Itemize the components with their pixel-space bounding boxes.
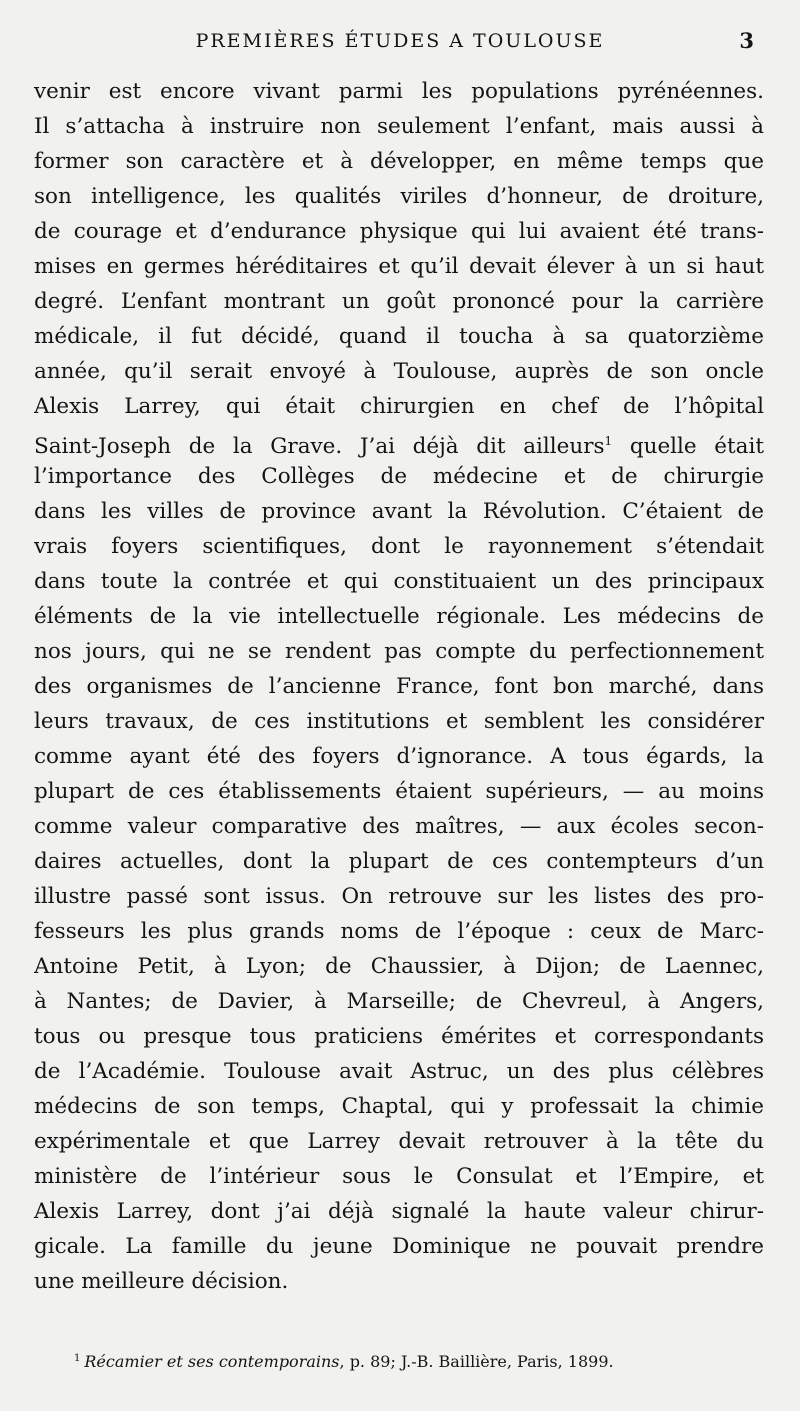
text-line: leurs travaux, de ces institutions et semblent les considérer [34,709,764,734]
running-title: PREMIÈRES ÉTUDES A TOULOUSE [195,30,605,52]
footnote-reference: 1 [604,434,613,448]
text-line: degré. L’enfant montrant un goût prononcé pour la carrière [34,289,764,314]
text-fragment: quelle était [629,434,765,459]
text-line: à Nantes; de Davier, à Marseille; de Chevreul, à Angers, [34,989,764,1014]
text-line: daires actuelles, dont la plupart de ces contempteurs d’un [34,849,764,874]
text-line: l’importance des Collèges de médecine et de chirurgie [34,464,764,489]
text-line: vrais foyers scientifiques, dont le rayonnement s’étendait [34,534,764,559]
text-line-with-footnote [34,424,764,459]
text-line: médicale, il fut décidé, quand il toucha à sa quatorzième [34,324,764,349]
text-line: de courage et d’endurance physique qui lui avaient été trans- [34,219,764,244]
text-line: mises en germes héréditaires et qu’il devait élever à un si haut [34,254,764,279]
text-line: de l’Académie. Toulouse avait Astruc, un des plus célèbres [34,1059,764,1084]
body-text [34,74,764,1299]
text-line: venir est encore vivant parmi les populations pyrénéennes. [34,79,764,104]
page-number: 3 [739,28,754,53]
text-line: expérimentale et que Larrey devait retrouver à la tête du [34,1129,764,1154]
text-line: nos jours, qui ne se rendent pas compte du perfectionnement [34,639,764,664]
text-line: Alexis Larrey, qui était chirurgien en chef de l’hôpital [34,394,764,419]
text-line: comme ayant été des foyers d’ignorance. A tous égards, la [34,744,764,769]
text-line: Antoine Petit, à Lyon; de Chaussier, à Dijon; de Laennec, [34,954,764,979]
text-line: année, qu’il serait envoyé à Toulouse, auprès de son oncle [34,359,764,384]
text-line: médecins de son temps, Chaptal, qui y professait la chimie [34,1094,764,1119]
text-line: fesseurs les plus grands noms de l’époque : ceux de Marc- [34,919,764,944]
text-line: son intelligence, les qualités viriles d’honneur, de droiture, [34,184,764,209]
text-fragment: Saint-Joseph de la Grave. J’ai déjà dit ailleurs [34,434,605,459]
text-line: éléments de la vie intellectuelle régionale. Les médecins de [34,604,764,629]
footnote-citation: , p. 89; J.-B. Baillière, Paris, 1899. [339,1352,614,1371]
text-line: dans toute la contrée et qui constituaient un des principaux [34,569,764,594]
text-line: des organismes de l’ancienne France, font bon marché, dans [34,674,764,699]
footnote-number: 1 [74,1353,81,1364]
text-line: plupart de ces établissements étaient supérieurs, — au moins [34,779,764,804]
text-line: Alexis Larrey, dont j’ai déjà signalé la haute valeur chirur- [34,1199,764,1224]
footnote [74,1352,714,1371]
text-line: gicale. La famille du jeune Dominique ne pouvait prendre [34,1234,764,1259]
text-line: tous ou presque tous praticiens émérites et correspondants [34,1024,764,1049]
footnote-title: Récamier et ses contemporains [84,1352,340,1371]
text-line: Il s’attacha à instruire non seulement l’enfant, mais aussi à [34,114,764,139]
text-line: illustre passé sont issus. On retrouve sur les listes des pro- [34,884,764,909]
text-line: ministère de l’intérieur sous le Consulat et l’Empire, et [34,1164,764,1189]
text-line: comme valeur comparative des maîtres, — aux écoles secon- [34,814,764,839]
text-line: dans les villes de province avant la Révolution. C’étaient de [34,499,764,524]
text-line: former son caractère et à développer, en même temps que [34,149,764,174]
text-line-last: une meilleure décision. [34,1269,289,1294]
running-header [36,28,764,58]
